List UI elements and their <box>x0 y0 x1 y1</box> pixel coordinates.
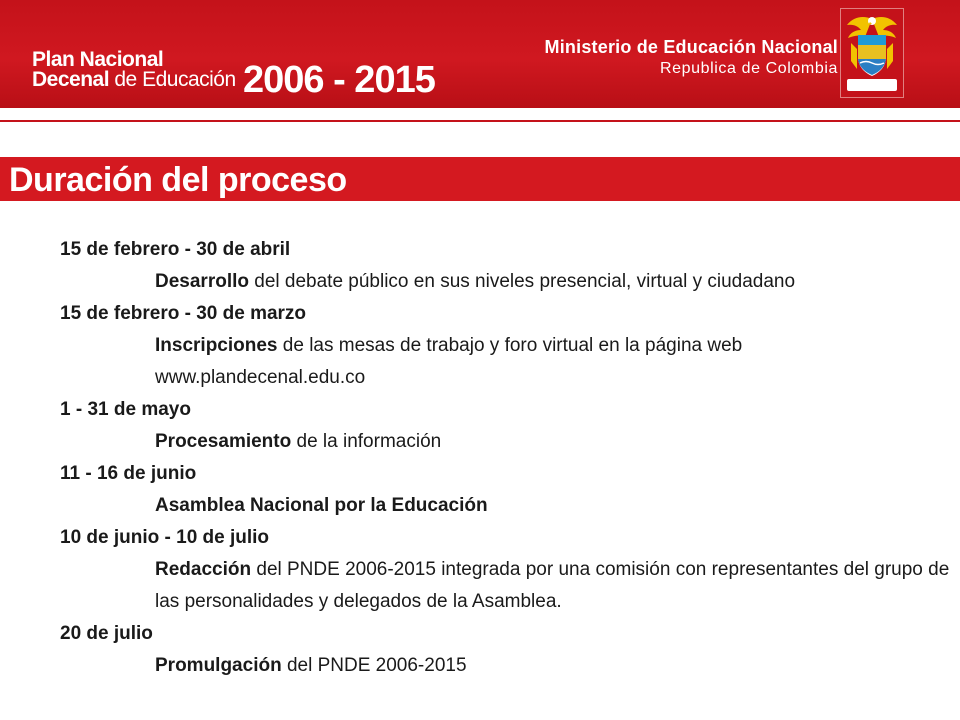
schedule-activity: Inscripciones <box>155 335 278 356</box>
schedule-activity: Desarrollo <box>155 271 249 292</box>
schedule-item <box>60 394 950 458</box>
schedule-item <box>60 298 950 394</box>
schedule-detail: de las mesas de trabajo y foro virtual en la página web www.plandecenal.edu.co <box>155 335 743 388</box>
schedule-description <box>60 554 950 618</box>
schedule-detail: del PNDE 2006-2015 <box>281 655 467 676</box>
schedule-description <box>60 330 950 394</box>
schedule-activity: Procesamiento <box>155 431 292 452</box>
header-banner <box>0 0 960 108</box>
plan-title <box>32 50 236 90</box>
schedule-item <box>60 458 950 522</box>
schedule-description <box>60 490 950 522</box>
schedule-activity: Promulgación <box>155 655 282 676</box>
plan-title-education: de Educación <box>109 68 236 91</box>
schedule-description <box>60 266 950 298</box>
plan-years: 2006 - 2015 <box>243 59 435 101</box>
schedule-item <box>60 234 950 298</box>
schedule-list <box>60 234 950 682</box>
schedule-activity: Redacción <box>155 559 252 580</box>
header-divider <box>0 120 960 122</box>
schedule-detail: de la información <box>291 431 442 452</box>
schedule-date: 20 de julio <box>60 623 153 644</box>
schedule-date: 10 de junio - 10 de julio <box>60 527 270 548</box>
ministry-block <box>545 36 838 80</box>
schedule-item <box>60 618 950 682</box>
country-name: Republica de Colombia <box>659 60 838 77</box>
schedule-date: 15 de febrero - 30 de abril <box>60 239 291 260</box>
schedule-date: 1 - 31 de mayo <box>60 399 191 420</box>
schedule-date: 11 - 16 de junio <box>60 463 197 484</box>
schedule-description <box>60 426 950 458</box>
schedule-activity: Asamblea Nacional por la Educación <box>155 495 488 516</box>
schedule-detail: del debate público en sus niveles presencial, virtual y ciudadano <box>248 271 796 292</box>
schedule-item <box>60 522 950 618</box>
schedule-description <box>60 650 950 682</box>
schedule-date: 15 de febrero - 30 de marzo <box>60 303 307 324</box>
plan-title-decenal: Decenal <box>32 68 110 91</box>
section-title: Duración del proceso <box>9 161 347 199</box>
coat-of-arms-icon <box>840 8 904 98</box>
schedule-detail: del PNDE 2006-2015 integrada por una comisión con representantes del grupo de las personalidades y delegados de la Asamblea. <box>155 559 950 612</box>
ministry-name: Ministerio de Educación Nacional <box>544 37 838 57</box>
plan-title-line2 <box>32 70 236 90</box>
plan-title-line1: Plan Nacional <box>32 48 164 71</box>
